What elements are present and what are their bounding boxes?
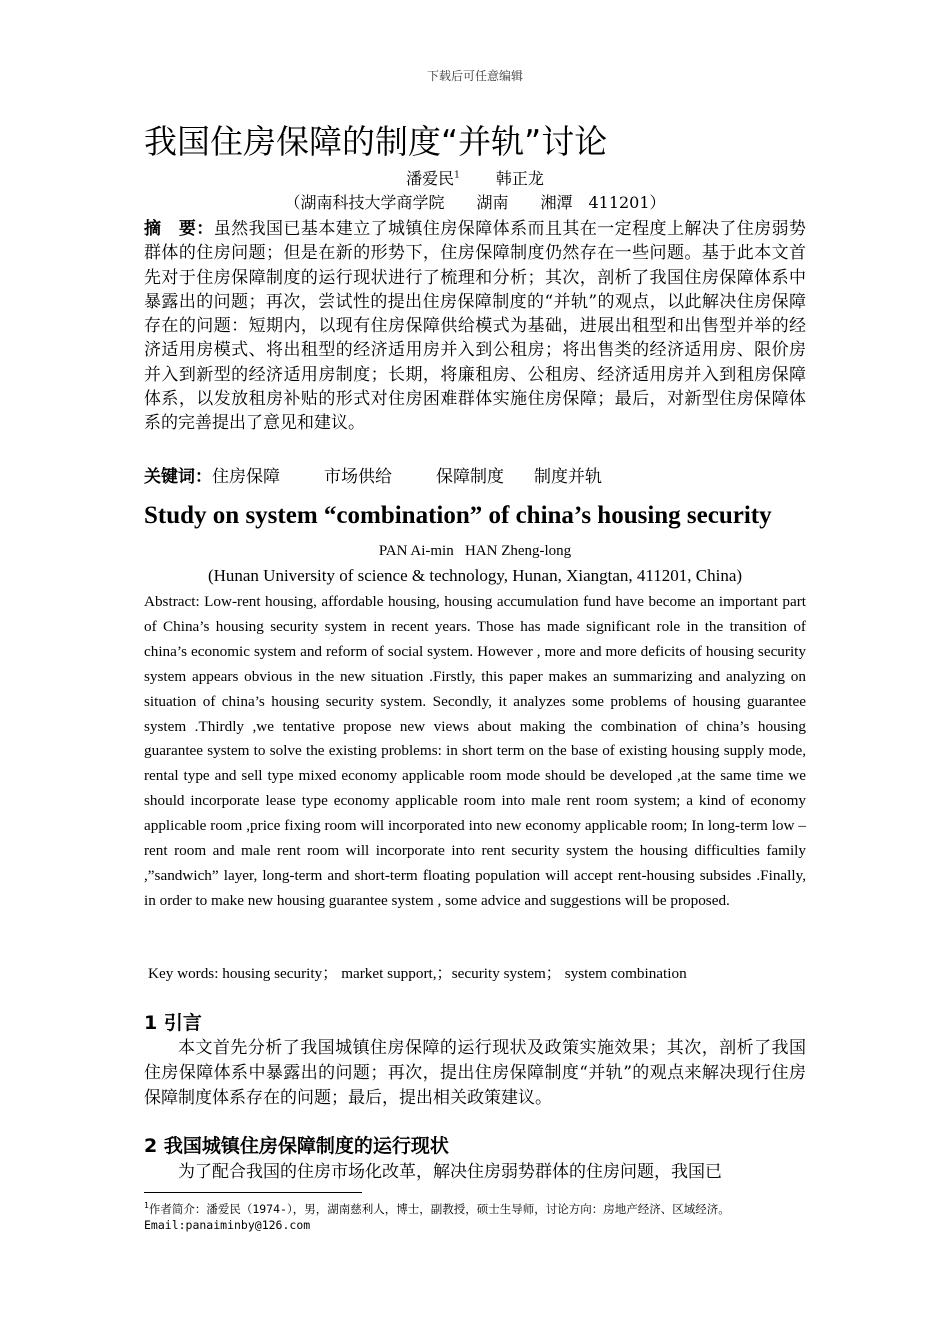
section-1-paragraph: 本文首先分析了我国城镇住房保障的运行现状及政策实施效果；其次，剖析了我国住房保障体系中暴露出的问题；再次，提出住房保障制度“并轨”的观点来解决现行住房保障制度体系存在的问题；最后，提出相关政策建议。 bbox=[144, 1038, 806, 1108]
affiliation-cn: （湖南科技大学商学院 湖南 湘潭 411201） bbox=[284, 193, 666, 212]
section-2-heading: 2 我国城镇住房保障制度的运行现状 bbox=[144, 1135, 449, 1157]
author-en-1: PAN Ai-min bbox=[378, 543, 454, 559]
footnote bbox=[144, 1198, 806, 1233]
section-2-paragraph: 为了配合我国的住房市场化改革，解决住房弱势群体的住房问题，我国已 bbox=[178, 1162, 722, 1182]
keyword-cn-item: 市场供给 bbox=[324, 467, 392, 487]
authors-cn bbox=[144, 168, 806, 190]
abstract-cn-label: 摘 要： bbox=[144, 219, 214, 239]
author-1-footnote-mark[interactable]: 1 bbox=[454, 170, 460, 181]
affiliation-en: (Hunan University of science & technology, Hunan, Xiangtan, 411201, China) bbox=[207, 566, 743, 585]
title-en: Study on system “combination” of china’s housing security bbox=[144, 502, 772, 529]
footnote-divider bbox=[144, 1192, 362, 1193]
author-1: 潘爱民 bbox=[406, 169, 455, 188]
footnote-mark: 1 bbox=[144, 1201, 149, 1210]
header-note: 下载后可任意编辑 bbox=[426, 69, 523, 83]
keywords-en: Key words: housing security； market support,；security system； system combination bbox=[148, 965, 687, 982]
section-1-heading: 1 引言 bbox=[144, 1012, 202, 1034]
title-cn: 我国住房保障的制度“并轨”讨论 bbox=[144, 122, 608, 161]
footnote-text: 作者简介：潘爱民（1974-），男，湖南慈利人，博士，副教授，硕士生导师，讨论方向：房地产经济、区域经济。 Email:panaiminby@126.com bbox=[144, 1201, 730, 1232]
author-2: 韩正龙 bbox=[495, 169, 544, 188]
keywords-cn-label: 关键词： bbox=[144, 467, 212, 487]
keyword-cn-item: 保障制度 bbox=[436, 467, 504, 487]
abstract-en: Abstract: Low-rent housing, affordable housing, housing accumulation fund have become an important part of China’s housing security system in recent years. Those has made significant role in the transition of china’s economic system and reform of social system. However , more and more deficits of housing security system appears obvious in the new situation .Firstly, this paper makes an summarizing and analyzing on situation of china’s housing security system. Secondly, it analyzes some problems of housing guarantee system .Thirdly ,we tentative propose new views about making the combination of china’s housing guarantee system to solve the existing problems: in short term on the base of existing housing supply mode, rental type and sell type mixed economy applicable room mode should be developed ,at the same time we should incorporate lease type economy applicable room into male rent room system; a kind of economy applicable room ,price fixing room will incorporated into new economy applicable room; In long-term low –rent room and male rent room will incorporate into rent security system the housing difficulties family ,”sandwich” layer, long-term and short-term floating population will accept rent-housing subsides .Finally, in order to make new housing guarantee system , some advice and suggestions will be proposed. bbox=[144, 593, 806, 909]
authors-en bbox=[144, 541, 806, 561]
keyword-cn-item: 住房保障 bbox=[212, 467, 280, 487]
abstract-cn-text: 虽然我国已基本建立了城镇住房保障体系而且其在一定程度上解决了住房弱势群体的住房问题；但是在新的形势下，住房保障制度仍然存在一些问题。基于此本文首先对于住房保障制度的运行现状进行了梳理和分析；其次，剖析了我国住房保障体系中暴露出的问题；再次，尝试性的提出住房保障制度的“并轨”的观点，以此解决住房保障存在的问题：短期内，以现有住房保障供给模式为基础，进展出租型和出售型并举的经济适用房模式、将出租型的经济适用房并入到公租房；将出售类的经济适用房、限价房并入到新型的经济适用房制度；长期，将廉租房、公租房、经济适用房并入到租房保障体系，以发放租房补贴的形式对住房困难群体实施住房保障；最后，对新型住房保障体系的完善提出了意见和建议。 bbox=[144, 219, 807, 434]
author-en-2: HAN Zheng-long bbox=[464, 543, 572, 559]
abstract-cn bbox=[144, 217, 806, 436]
keywords-cn bbox=[144, 465, 806, 489]
keyword-cn-item: 制度并轨 bbox=[534, 467, 602, 487]
